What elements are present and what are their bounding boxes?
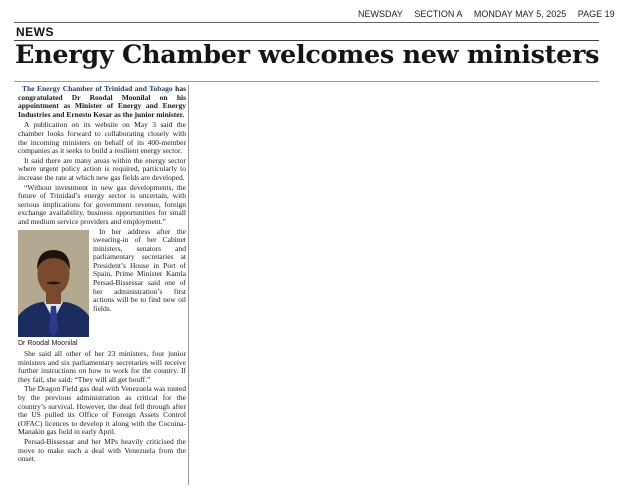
publication-name: NEWSDAY <box>358 9 403 19</box>
article-continuation <box>18 350 186 464</box>
page-number: PAGE 19 <box>577 9 615 19</box>
section-label: NEWS <box>16 25 54 39</box>
article-paragraph: Persad-Bissessar and her MPs heavily criticised the move to make such a deal with Venezuela from the onset. <box>18 437 186 464</box>
lede-text: has congratulated Dr Roodal Moonilal on his appointment as Minister of Energy and Energy Industries and Ernesto Kesar as the junior minister. <box>18 84 186 119</box>
article-paragraph: A publication on its website on May 3 said the chamber looks forward to collaborating closely with the incoming ministers on behalf of its 400-member companies as it seeks to build a resilient energy sector. <box>18 120 186 156</box>
lede-org: The Energy Chamber of Trinidad and Tobago <box>22 84 173 93</box>
publication-date: MONDAY MAY 5, 2025 <box>473 9 567 19</box>
lede-paragraph <box>18 85 186 119</box>
article-paragraph: She said all other of her 23 ministers, four junior ministers and six parliamentary secretaries will receive further instructions on how to work for the country. If they fail, she said: “They will all get bouff.” <box>18 349 186 384</box>
photo-caption: Dr Roodal Moonilal <box>18 339 78 347</box>
article-column <box>18 85 186 465</box>
page-header-rule <box>14 22 599 23</box>
section-name: SECTION A <box>414 9 463 19</box>
article-paragraph: It said there are many areas within the energy sector where urgent policy action is required, particularly to increase the rate at which new gas fields are developed. <box>18 155 186 182</box>
headline-rule <box>14 81 599 82</box>
headline: Energy Chamber welcomes new ministers <box>15 40 600 70</box>
article-paragraph: The Dragon Field gas deal with Venezuela was touted by the previous administration as critical for the country’s survival. However, the deal fell through after the US pulled its Office of Foreign Assets Control (OFAC) licences to develop it along with the Cocuina-Manakin gas field in early April. <box>18 384 186 437</box>
article-paragraph: In her address after the swearing-in of her Cabinet ministers, senators and parliamentary secretaries at President’s House in Port of Spain, Prime Minister Kamla Persad-Bissessar said one of her administration’s first actions will be to find new oil fields. <box>93 226 186 313</box>
page-header <box>358 9 615 19</box>
article-paragraph: “Without investment in new gas developments, the future of Trinidad’s energy sector is uncertain, with serious implications for government revenue, foreign exchange availability, business opportunities for small and medium service providers and employment.” <box>18 182 186 226</box>
portrait-figure <box>18 230 89 349</box>
column-rule <box>188 85 189 485</box>
portrait-photo <box>18 230 89 337</box>
